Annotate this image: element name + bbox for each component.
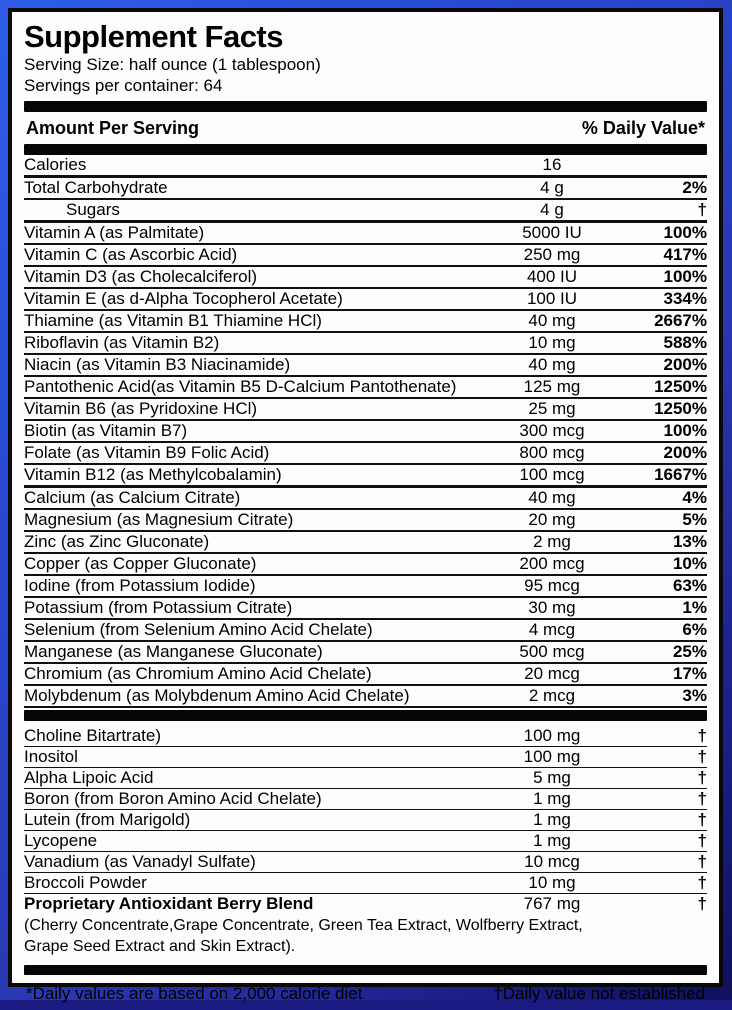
- nutrient-daily-value: 100%: [663, 267, 707, 286]
- section-divider-bar: [24, 144, 707, 155]
- nutrient-name: Magnesium (as Magnesium Citrate): [24, 510, 294, 529]
- nutrients-main-section: [24, 155, 707, 708]
- nutrient-daily-value: †: [697, 852, 707, 871]
- nutrient-amount: 40 mg: [528, 488, 576, 507]
- nutrient-name: Lutein (from Marigold): [24, 810, 191, 829]
- nutrient-name: Iodine (from Potassium Iodide): [24, 576, 256, 595]
- nutrient-amount: 5000 IU: [522, 223, 582, 242]
- nutrient-amount: 800 mcg: [519, 443, 585, 462]
- nutrient-row: [24, 510, 707, 532]
- nutrient-row: [24, 768, 707, 789]
- nutrient-amount: 4 g: [540, 200, 564, 219]
- nutrient-row: [24, 664, 707, 686]
- nutrient-amount: 4 g: [540, 178, 564, 197]
- nutrient-row: [24, 789, 707, 810]
- nutrient-daily-value: 2%: [682, 178, 707, 197]
- nutrient-name: Copper (as Copper Gluconate): [24, 554, 257, 573]
- nutrient-name: Thiamine (as Vitamin B1 Thiamine HCl): [24, 311, 322, 330]
- nutrient-name: Folate (as Vitamin B9 Folic Acid): [24, 443, 270, 462]
- nutrient-name: Selenium (from Selenium Amino Acid Chelate): [24, 620, 373, 639]
- nutrient-name: Calcium (as Calcium Citrate): [24, 488, 241, 507]
- nutrient-amount: 250 mg: [523, 245, 581, 264]
- nutrient-name: Boron (from Boron Amino Acid Chelate): [24, 789, 322, 808]
- nutrients-other-section: [24, 726, 707, 914]
- nutrient-amount: 400 IU: [526, 267, 578, 286]
- nutrient-daily-value: 10%: [672, 554, 707, 573]
- nutrient-amount: 40 mg: [528, 355, 576, 374]
- nutrient-row: [24, 465, 707, 488]
- nutrient-row: [24, 598, 707, 620]
- nutrient-daily-value: 100%: [663, 421, 707, 440]
- panel-title: Supplement Facts: [24, 19, 283, 54]
- nutrient-amount: 10 mg: [528, 873, 576, 892]
- nutrient-amount: 100 mcg: [519, 465, 585, 484]
- nutrient-row: [24, 200, 707, 223]
- nutrient-row: [24, 377, 707, 399]
- nutrient-row: [24, 726, 707, 747]
- nutrient-amount: 1 mg: [533, 810, 571, 829]
- nutrient-name: Vitamin C (as Ascorbic Acid): [24, 245, 238, 264]
- nutrient-daily-value: 3%: [682, 686, 707, 705]
- nutrient-row: [24, 333, 707, 355]
- nutrient-row: [24, 178, 707, 200]
- nutrient-amount: 2 mg: [533, 532, 571, 551]
- nutrient-name: Manganese (as Manganese Gluconate): [24, 642, 323, 661]
- nutrient-amount: 767 mg: [523, 894, 581, 913]
- nutrient-row: [24, 223, 707, 245]
- footnotes-row: [24, 975, 707, 1010]
- nutrient-name: Chromium (as Chromium Amino Acid Chelate): [24, 664, 372, 683]
- nutrient-row: [24, 810, 707, 831]
- nutrient-row: [24, 873, 707, 894]
- nutrient-daily-value: †: [697, 810, 707, 829]
- nutrient-name: Pantothenic Acid(as Vitamin B5 D-Calcium Pantothenate): [24, 377, 457, 396]
- nutrient-row: [24, 576, 707, 598]
- nutrient-amount: 125 mg: [523, 377, 581, 396]
- nutrient-daily-value: 13%: [672, 532, 707, 551]
- supplement-facts-panel: [8, 8, 723, 1003]
- nutrient-amount: 30 mg: [528, 598, 576, 617]
- nutrient-name: Vitamin B6 (as Pyridoxine HCl): [24, 399, 258, 418]
- nutrient-row: [24, 289, 707, 311]
- amount-per-serving-header: Amount Per Serving: [26, 118, 200, 138]
- nutrient-row: [24, 245, 707, 267]
- nutrient-row: [24, 311, 707, 333]
- daily-value-header: % Daily Value*: [581, 118, 705, 138]
- table-header-row: [24, 112, 707, 144]
- nutrient-amount: 200 mcg: [519, 554, 585, 573]
- nutrient-amount: 100 mg: [523, 747, 581, 766]
- nutrient-name: Vitamin B12 (as Methylcobalamin): [24, 465, 282, 484]
- nutrient-name: Sugars: [66, 200, 120, 219]
- nutrient-name: Broccoli Powder: [24, 873, 147, 892]
- nutrient-daily-value: †: [697, 200, 707, 219]
- section-divider-bar: [24, 965, 707, 975]
- nutrient-name: Zinc (as Zinc Gluconate): [24, 532, 210, 551]
- nutrient-row: [24, 747, 707, 768]
- nutrient-daily-value: 6%: [682, 620, 707, 639]
- nutrient-amount: 5 mg: [533, 768, 571, 787]
- nutrient-daily-value: †: [697, 747, 707, 766]
- nutrient-daily-value: †: [697, 768, 707, 787]
- nutrient-daily-value: 334%: [663, 289, 707, 308]
- nutrient-amount: 10 mg: [528, 333, 576, 352]
- nutrient-daily-value: 1250%: [654, 399, 707, 418]
- nutrient-amount: 20 mg: [528, 510, 576, 529]
- nutrient-row: [24, 267, 707, 289]
- nutrient-daily-value: 5%: [682, 510, 707, 529]
- nutrient-daily-value: 200%: [663, 355, 707, 374]
- nutrient-name: Vanadium (as Vanadyl Sulfate): [24, 852, 256, 871]
- nutrient-row: [24, 399, 707, 421]
- nutrient-daily-value: 17%: [672, 664, 707, 683]
- nutrient-amount: 40 mg: [528, 311, 576, 330]
- nutrient-amount: 10 mcg: [524, 852, 580, 871]
- nutrient-name: Vitamin A (as Palmitate): [24, 223, 205, 242]
- servings-per-container-text: Servings per container: 64: [24, 76, 223, 95]
- nutrient-row: [24, 686, 707, 708]
- nutrient-name: Calories: [24, 155, 87, 174]
- serving-size-text: Serving Size: half ounce (1 tablespoon): [24, 55, 321, 74]
- section-divider-bar: [24, 101, 707, 112]
- daily-values-footnote: *Daily values are based on 2,000 calorie diet: [26, 984, 363, 1003]
- nutrient-row: [24, 852, 707, 873]
- nutrient-daily-value: 1%: [682, 598, 707, 617]
- nutrient-name: Alpha Lipoic Acid: [24, 768, 154, 787]
- nutrient-daily-value: †: [697, 873, 707, 892]
- nutrient-name: Biotin (as Vitamin B7): [24, 421, 188, 440]
- nutrient-row: [24, 155, 707, 178]
- nutrient-name: Total Carbohydrate: [24, 178, 168, 197]
- nutrient-daily-value: 1250%: [654, 377, 707, 396]
- nutrient-daily-value: 63%: [672, 576, 707, 595]
- nutrient-amount: 500 mcg: [519, 642, 585, 661]
- nutrient-amount: 16: [542, 155, 562, 174]
- nutrient-daily-value: 2667%: [654, 311, 707, 330]
- nutrient-amount: 4 mcg: [528, 620, 576, 639]
- nutrient-row: [24, 355, 707, 377]
- nutrient-amount: 1 mg: [533, 831, 571, 850]
- nutrient-name: Inositol: [24, 747, 78, 766]
- nutrient-amount: 2 mcg: [528, 686, 576, 705]
- nutrient-row: [24, 443, 707, 465]
- nutrient-name: Lycopene: [24, 831, 98, 850]
- nutrient-row: [24, 894, 707, 914]
- nutrient-row: [24, 421, 707, 443]
- nutrient-row: [24, 642, 707, 664]
- nutrient-name: Molybdenum (as Molybdenum Amino Acid Chelate): [24, 686, 410, 705]
- nutrient-daily-value: 25%: [672, 642, 707, 661]
- nutrient-daily-value: †: [697, 726, 707, 745]
- nutrient-row: [24, 620, 707, 642]
- nutrient-name: Vitamin E (as d-Alpha Tocopherol Acetate): [24, 289, 343, 308]
- nutrient-amount: 25 mg: [528, 399, 576, 418]
- nutrient-daily-value: 4%: [682, 488, 707, 507]
- nutrient-amount: 100 IU: [526, 289, 578, 308]
- nutrient-row: [24, 488, 707, 510]
- nutrient-name: Potassium (from Potassium Citrate): [24, 598, 293, 617]
- nutrient-daily-value: †: [697, 894, 707, 913]
- blend-description-line-2: Grape Seed Extract and Skin Extract).: [24, 938, 296, 955]
- nutrient-amount: 95 mcg: [524, 576, 580, 595]
- nutrient-daily-value: 417%: [663, 245, 707, 264]
- nutrient-amount: 1 mg: [533, 789, 571, 808]
- not-established-footnote: †Daily value not established: [493, 984, 705, 1003]
- nutrient-name: Riboflavin (as Vitamin B2): [24, 333, 220, 352]
- nutrient-row: [24, 831, 707, 852]
- nutrient-name: Proprietary Antioxidant Berry Blend: [24, 894, 314, 913]
- section-divider-bar: [24, 710, 707, 721]
- nutrient-daily-value: 1667%: [654, 465, 707, 484]
- nutrient-daily-value: †: [697, 789, 707, 808]
- blend-description-line-1: (Cherry Concentrate,Grape Concentrate, Green Tea Extract, Wolfberry Extract,: [24, 917, 583, 934]
- nutrient-row: [24, 554, 707, 576]
- nutrient-name: Choline Bitartrate): [24, 726, 162, 745]
- nutrient-name: Niacin (as Vitamin B3 Niacinamide): [24, 355, 291, 374]
- nutrient-daily-value: †: [697, 831, 707, 850]
- nutrient-row: [24, 532, 707, 554]
- nutrient-amount: 100 mg: [523, 726, 581, 745]
- nutrient-amount: 300 mcg: [519, 421, 585, 440]
- nutrient-daily-value: 588%: [663, 333, 707, 352]
- nutrient-amount: 20 mcg: [524, 664, 580, 683]
- nutrient-daily-value: 100%: [663, 223, 707, 242]
- nutrient-name: Vitamin D3 (as Cholecalciferol): [24, 267, 258, 286]
- nutrient-daily-value: 200%: [663, 443, 707, 462]
- blend-description: [24, 914, 707, 960]
